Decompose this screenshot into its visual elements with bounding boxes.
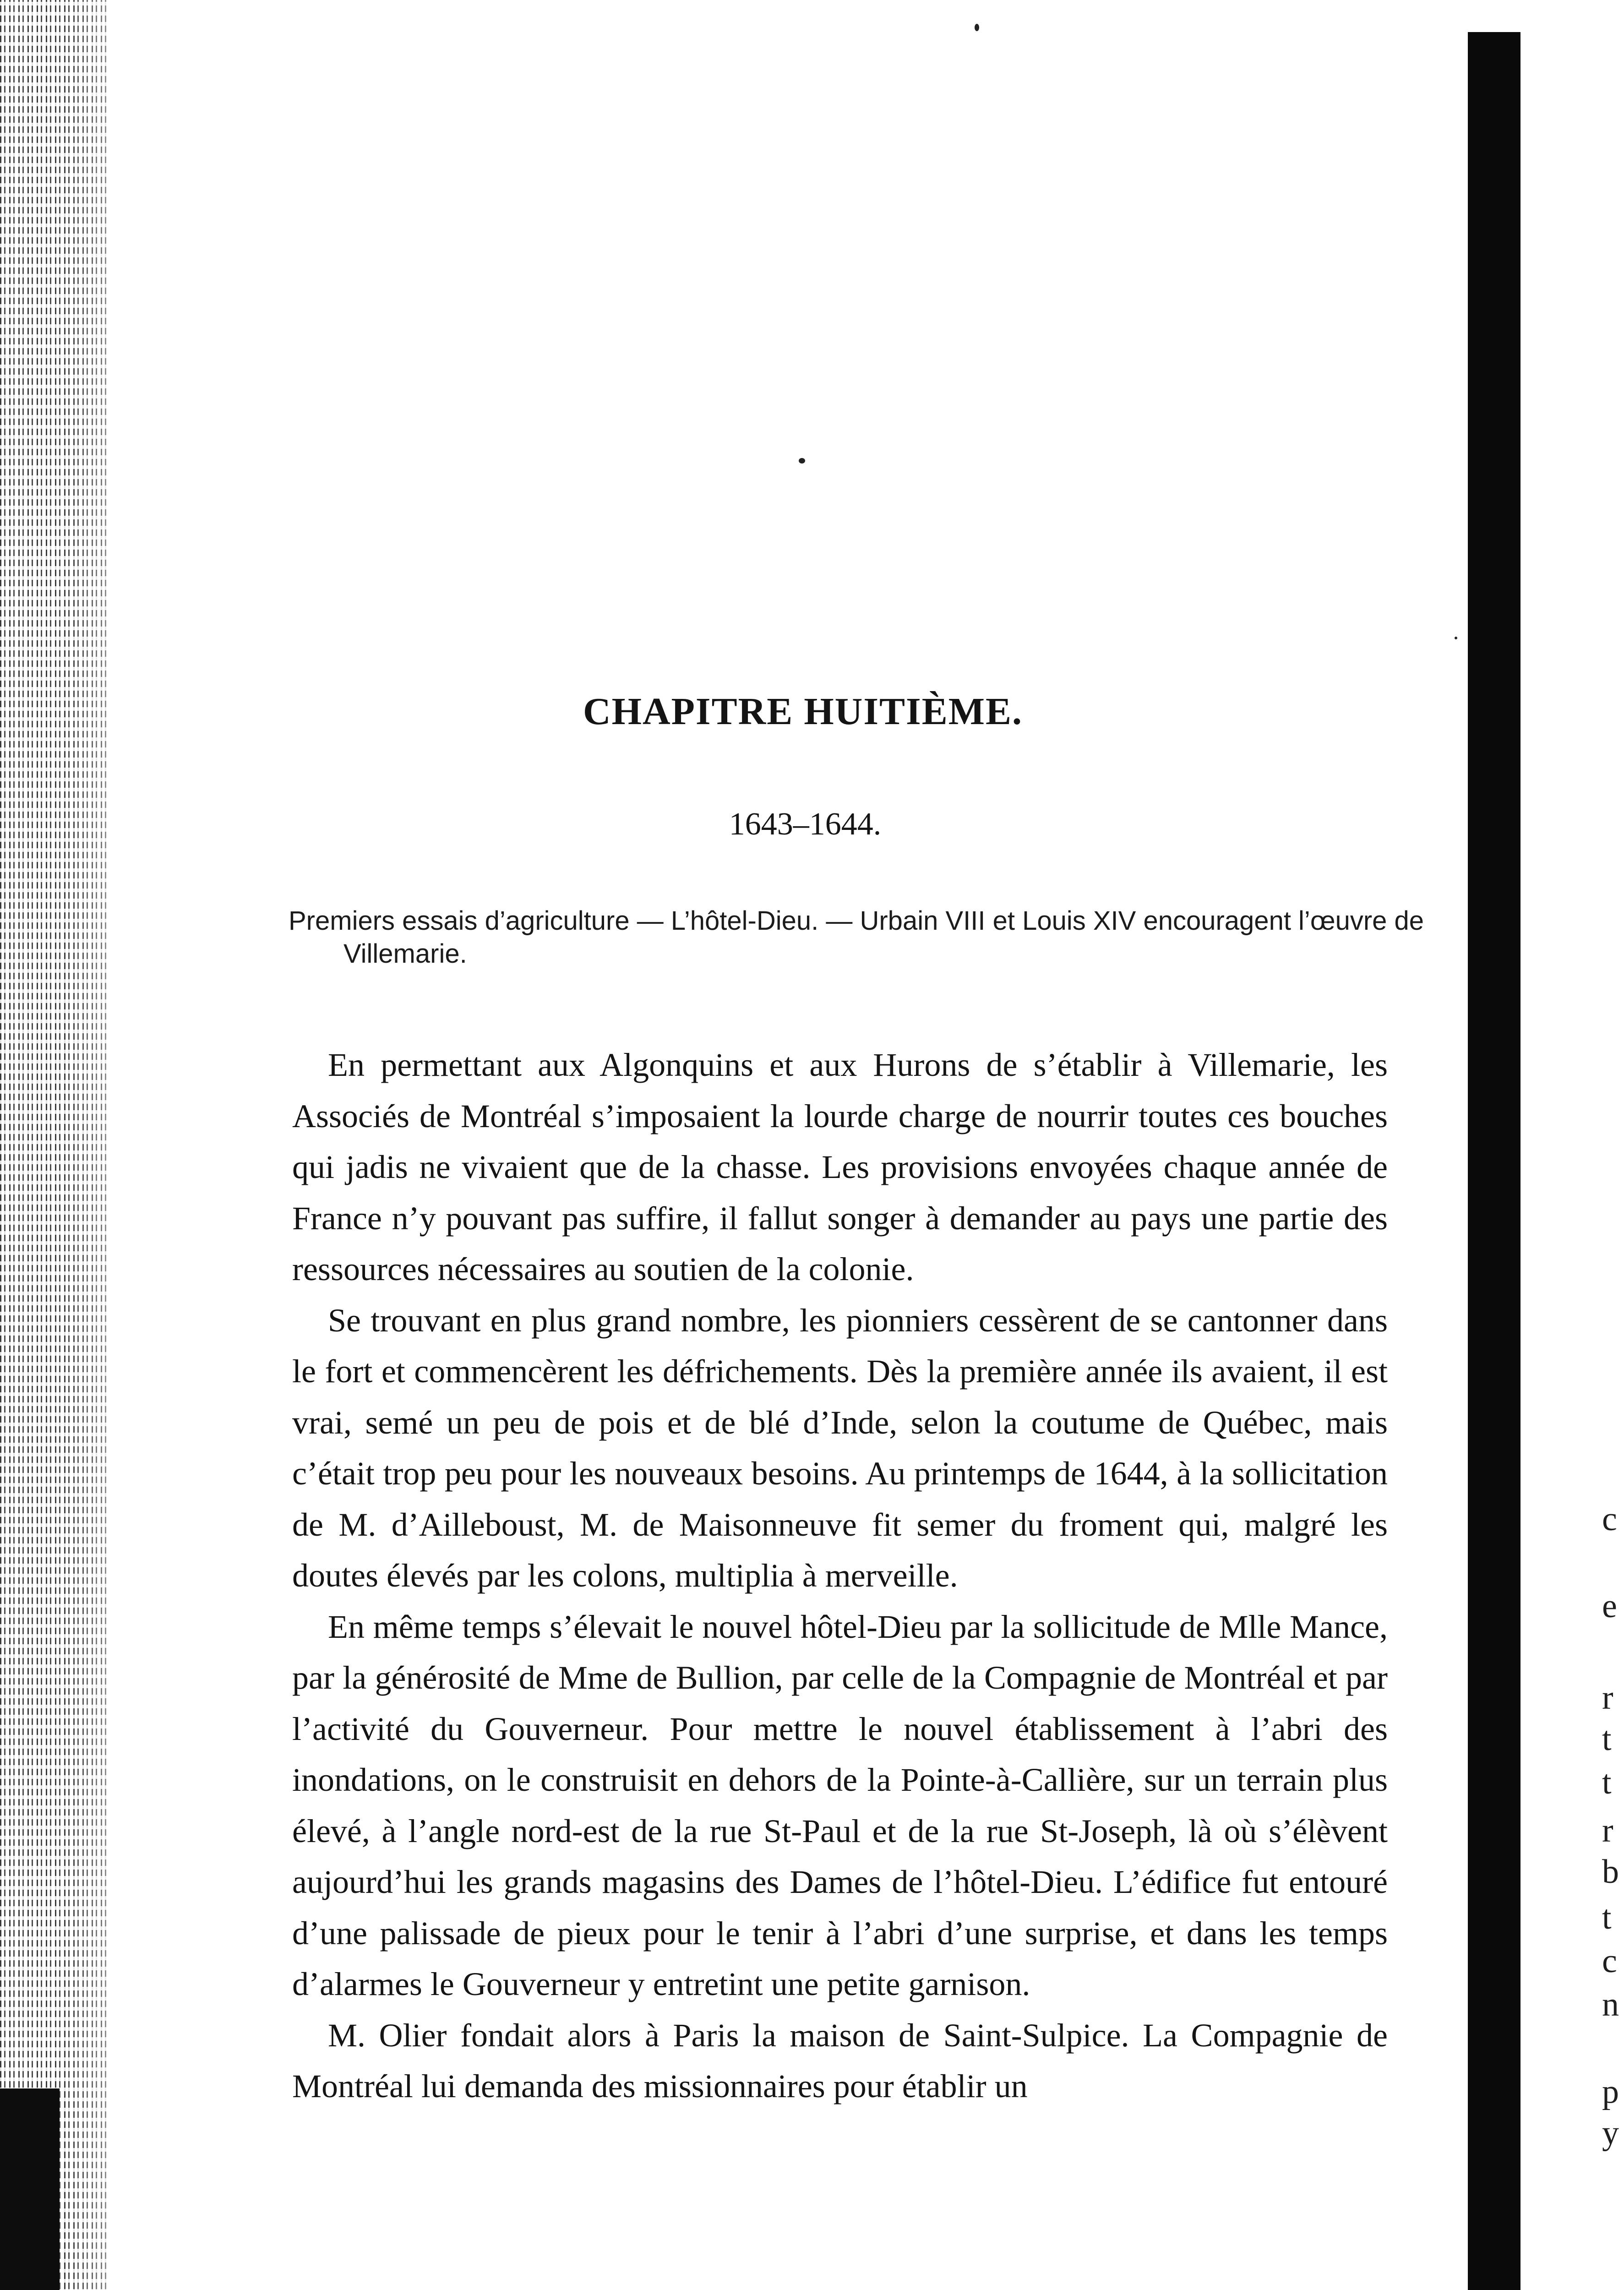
bleed-letter: t — [1602, 1720, 1612, 1758]
chapter-years: 1643–1644. — [729, 807, 882, 842]
body-paragraph: M. Olier fondait alors à Paris la maison de Saint-Sulpice. La Compagnie de Montréal lui demanda des missionnaires pour établir un — [292, 2017, 1388, 2105]
scan-speck — [1455, 637, 1457, 639]
scan-speck — [799, 458, 805, 463]
bleed-letter: c — [1602, 1942, 1617, 1980]
scan-binding-fade — [69, 0, 169, 2290]
right-margin-bleed — [1598, 0, 1624, 2290]
scan-right-shadow-bar — [1468, 32, 1520, 2290]
chapter-body — [292, 1040, 1388, 2112]
bleed-letter: t — [1602, 1764, 1612, 1801]
chapter-heading: CHAPITRE HUITIÈME. — [583, 690, 1023, 733]
body-paragraph: En permettant aux Algonquins et aux Hurons de s’établir à Villemarie, les Associés de Montréal s’imposaient la lourde charge de nourrir toutes ces bouches qui jadis ne vivaient que de la chasse. Les provisions envoyées chaque année de France n’y pouvant pas suffire, il fallut songer à demander au pays une partie des ressources nécessaires au soutien de la colonie. — [292, 1047, 1388, 1287]
bleed-letter: t — [1602, 1899, 1612, 1936]
chapter-summary: Premiers essais d’agriculture — L’hôtel-Dieu. — Urbain VIII et Louis XIV encouragent l’œuvre de Villemarie. — [289, 906, 1424, 969]
body-paragraph: En même temps s’élevait le nouvel hôtel-Dieu par la sollicitude de Mlle Mance, par la générosité de Mme de Bullion, par celle de la Compagnie de Montréal et par l’activité du Gouverneur. Pour mettre le nouvel établissement à l’abri des inondations, on le construisit en dehors de la Pointe-à-Callière, sur un terrain plus élevé, à l’angle nord-est de la rue St-Paul et de la rue St-Joseph, là où s’élèvent aujourd’hui les grands magasins des Dames de l’hôtel-Dieu. L’édifice fut entouré d’une palissade de pieux pour le tenir à l’abri d’une surprise, et dans les temps d’alarmes le Gouverneur y entretint une petite garnison. — [292, 1608, 1388, 2002]
scan-speck — [975, 24, 979, 31]
bleed-letter: n — [1602, 1986, 1619, 2023]
bleed-letter: b — [1602, 1853, 1619, 1891]
bleed-letter: e — [1602, 1587, 1617, 1625]
body-paragraph: Se trouvant en plus grand nombre, les pionniers cessèrent de se cantonner dans le fort et commencèrent les défrichements. Dès la première année ils avaient, il est vrai, semé un peu de pois et de blé d’Inde, selon la coutume de Québec, mais c’était trop peu pour les nouveaux besoins. Au printemps de 1644, à la sollicitation de M. d’Ailleboust, M. de Maisonneuve fit semer du froment qui, malgré les doutes élevés par les colons, multiplia à merveille. — [292, 1302, 1388, 1594]
scan-binding-block — [0, 2088, 60, 2290]
bleed-letter: y — [1602, 2114, 1619, 2152]
bleed-letter: r — [1602, 1679, 1613, 1717]
bleed-letter: c — [1602, 1500, 1617, 1538]
bleed-letter: r — [1602, 1812, 1613, 1849]
bleed-letter: p — [1602, 2073, 1619, 2110]
